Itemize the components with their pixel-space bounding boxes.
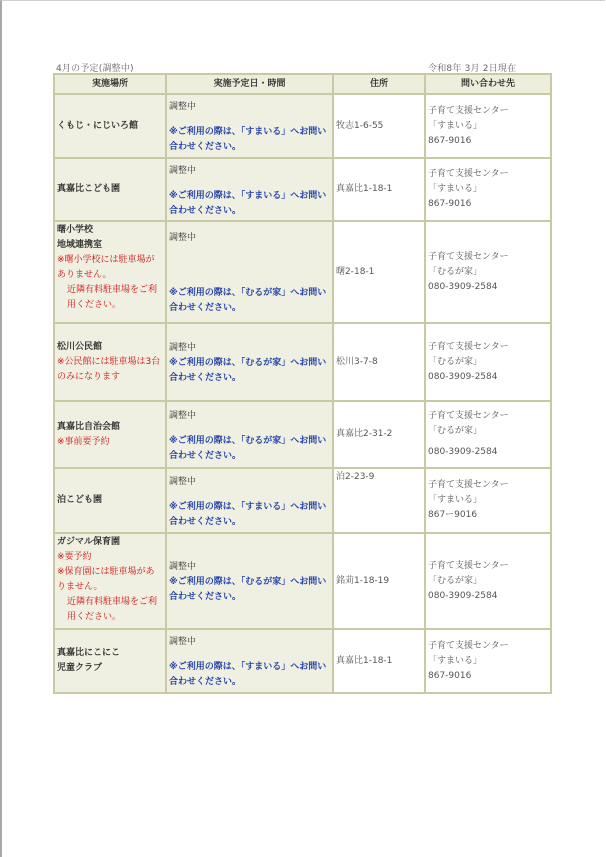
contact-org: 子育て支援センター (428, 341, 509, 352)
contact-phone: 867ー9016 (428, 510, 478, 520)
contact-org: 子育て支援センター (428, 480, 509, 490)
contact-cell (425, 94, 551, 158)
schedule-cell (166, 221, 333, 323)
contact-phone: 080-3909-2584 (428, 590, 498, 601)
contact-phone: 867-9016 (428, 670, 472, 681)
place-name: 真嘉比自治会館 (57, 421, 121, 432)
parking-note: 近隣有料駐車場をご利用ください。 (67, 285, 158, 310)
contact-org: 子育て支援センター (428, 169, 509, 179)
status-text: 調整中 (169, 637, 197, 647)
place-cell (54, 158, 166, 221)
schedule-title: 4月の予定(調整中) (56, 64, 134, 74)
contact-phone: 080-3909-2584 (428, 447, 498, 457)
place-name: 松川公民館 (57, 341, 103, 352)
address-cell: 牧志1-6-55 (333, 94, 425, 158)
contact-cell (425, 401, 551, 468)
column-header-contact: 問い合わせ先 (425, 74, 551, 94)
contact-center: 「すまいる」 (428, 184, 483, 194)
table-row (54, 533, 551, 629)
contact-org: 子育て支援センター (428, 411, 509, 421)
address-cell: 松川3-7-8 (333, 323, 425, 401)
contact-center: 「むるが家」 (428, 575, 483, 586)
contact-center: 「むるが家」 (428, 356, 483, 367)
table-row (54, 323, 551, 401)
place-name: 真嘉比こども園 (57, 184, 121, 194)
table-row (54, 468, 551, 533)
parking-note: ※保育園には駐車場がありません。 (57, 567, 155, 592)
place-cell (54, 94, 166, 158)
address-cell: 真嘉比2-31-2 (333, 401, 425, 468)
address-cell: 泊2-23-9 (333, 468, 425, 533)
place-cell (54, 533, 166, 629)
contact-center: 「すまいる」 (428, 655, 483, 666)
contact-org: 子育て支援センター (428, 251, 509, 262)
place-name: ガジマル保育園 (57, 537, 121, 547)
table-row (54, 629, 551, 693)
inquiry-note: ※ご利用の際は、「すまいる」へお問い合わせください。 (169, 662, 327, 687)
schedule-cell (166, 468, 333, 533)
column-header-place: 実施場所 (54, 74, 166, 94)
contact-center: 「むるが家」 (428, 426, 483, 436)
inquiry-note: ※ご利用の際は、「むるが家」へお問い合わせください。 (169, 577, 327, 602)
table-row (54, 401, 551, 468)
place-name: 曙小学校 (57, 225, 94, 235)
status-text: 調整中 (169, 233, 197, 243)
place-name: 真嘉比にこにこ (57, 648, 121, 658)
contact-cell (425, 323, 551, 401)
status-text: 調整中 (169, 102, 197, 112)
place-subname: 地域連携室 (57, 240, 103, 250)
contact-phone: 080-3909-2584 (428, 281, 498, 292)
parking-note: 近隣有料駐車場をご利用ください。 (67, 597, 158, 622)
status-text: 調整中 (169, 343, 197, 353)
schedule-cell (166, 94, 333, 158)
contact-phone: 867-9016 (428, 135, 472, 146)
contact-cell (425, 468, 551, 533)
contact-phone: 080-3909-2584 (428, 371, 498, 382)
contact-org: 子育て支援センター (428, 105, 509, 116)
place-cell (54, 221, 166, 323)
as-of-date: 令和8年 3月 2日現在 (428, 64, 517, 74)
contact-center: 「すまいる」 (428, 120, 483, 131)
parking-note: ※公民館には駐車場は3台のみになります (57, 356, 161, 382)
schedule-cell (166, 323, 333, 401)
address-cell: 真嘉比1-18-1 (333, 158, 425, 221)
address-cell: 真嘉比1-18-1 (333, 629, 425, 693)
contact-phone: 867-9016 (428, 199, 472, 209)
reservation-note: ※要予約 (57, 552, 92, 562)
contact-cell (425, 221, 551, 323)
table-header-row (54, 74, 551, 94)
table-row (54, 94, 551, 158)
status-text: 調整中 (169, 562, 197, 572)
contact-cell (425, 158, 551, 221)
inquiry-note: ※ご利用の際は、「むるが家」へお問い合わせください。 (169, 288, 327, 313)
place-subname: 児童クラブ (57, 663, 103, 673)
inquiry-note: ※ご利用の際は、「すまいる」へお問い合わせください。 (169, 501, 327, 527)
column-header-address: 住所 (333, 74, 425, 94)
inquiry-note: ※ご利用の際は、「すまいる」へお問い合わせください。 (169, 190, 327, 216)
contact-center: 「すまいる」 (428, 495, 483, 505)
contact-cell (425, 533, 551, 629)
address-cell: 銘苅1-18-19 (333, 533, 425, 629)
status-text: 調整中 (169, 410, 197, 421)
address-cell: 曙2-18-1 (333, 221, 425, 323)
contact-org: 子育て支援センター (428, 640, 509, 651)
schedule-cell (166, 629, 333, 693)
status-text: 調整中 (169, 165, 197, 176)
schedule-table (53, 73, 552, 694)
contact-cell (425, 629, 551, 693)
schedule-cell (166, 158, 333, 221)
contact-center: 「むるが家」 (428, 266, 483, 277)
parking-note: ※曙小学校には駐車場がありません。 (57, 255, 155, 280)
inquiry-note: ※ご利用の際は、「むるが家」へお問い合わせください。 (169, 358, 327, 383)
place-cell (54, 323, 166, 401)
place-cell (54, 468, 166, 533)
place-name: くもじ・にじいろ館 (57, 120, 139, 131)
schedule-cell (166, 533, 333, 629)
place-cell (54, 629, 166, 693)
schedule-cell (166, 401, 333, 468)
status-text: 調整中 (169, 476, 197, 487)
contact-org: 子育て支援センター (428, 560, 509, 571)
reservation-note: ※事前要予約 (57, 436, 110, 447)
place-cell (54, 401, 166, 468)
inquiry-note: ※ご利用の際は、「むるが家」へお問い合わせください。 (169, 435, 327, 461)
column-header-schedule: 実施予定日・時間 (166, 74, 333, 94)
inquiry-note: ※ご利用の際は、「すまいる」へお問い合わせください。 (169, 127, 327, 152)
table-row (54, 221, 551, 323)
place-name: 泊こども園 (57, 495, 103, 505)
table-row (54, 158, 551, 221)
